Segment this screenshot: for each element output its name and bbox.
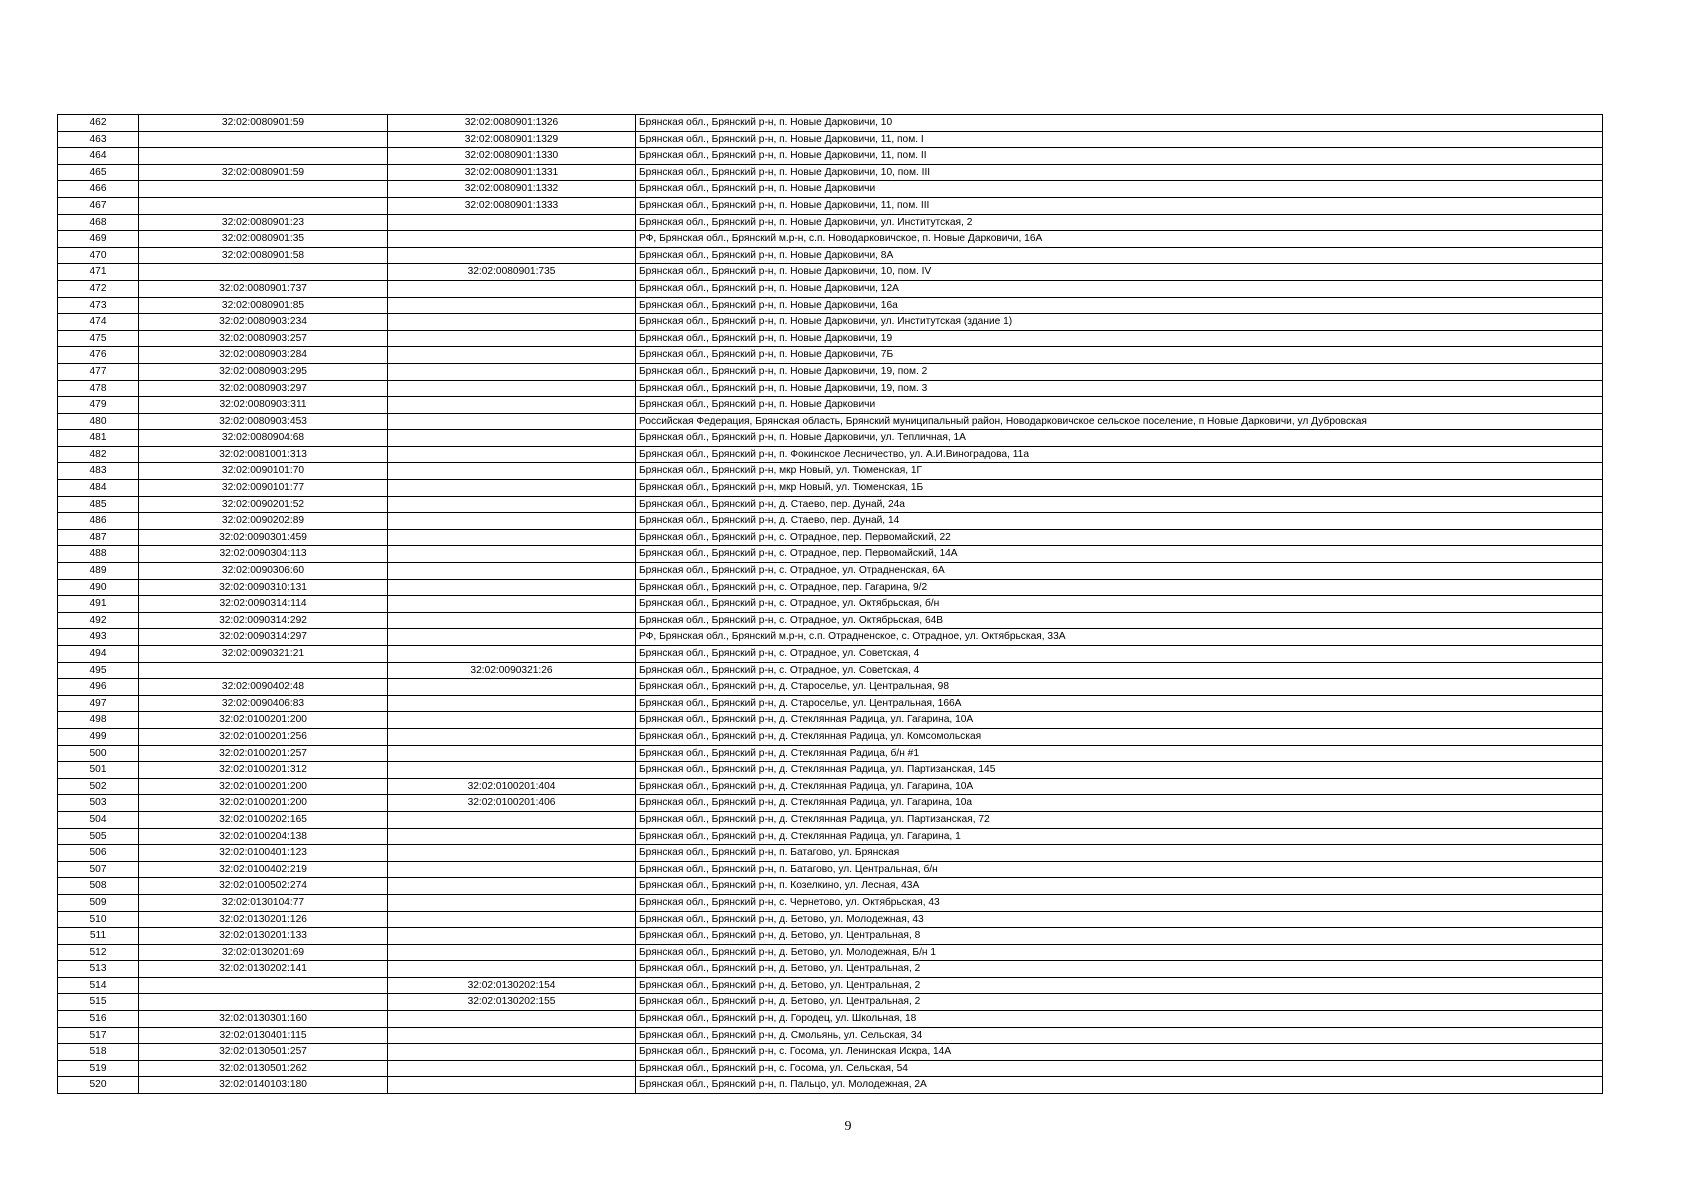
parcel-cadastral-cell: 32:02:0100202:165 [139, 811, 388, 828]
row-number-cell: 519 [58, 1060, 139, 1077]
object-cadastral-cell: 32:02:0100201:404 [388, 778, 636, 795]
parcel-cadastral-cell: 32:02:0090101:70 [139, 463, 388, 480]
table-row [58, 1011, 1603, 1028]
address-cell: Брянская обл., Брянский р-н, с. Отрадное, пер. Гагарина, 9/2 [636, 579, 1603, 596]
object-cadastral-cell [388, 728, 636, 745]
address-cell: Брянская обл., Брянский р-н, д. Бетово, ул. Центральная, 2 [636, 977, 1603, 994]
object-cadastral-cell [388, 297, 636, 314]
object-cadastral-cell [388, 546, 636, 563]
table-row [58, 679, 1603, 696]
address-cell: Брянская обл., Брянский р-н, п. Батагово, ул. Центральная, б/н [636, 861, 1603, 878]
address-cell: Брянская обл., Брянский р-н, д. Староселье, ул. Центральная, 98 [636, 679, 1603, 696]
row-number-cell: 477 [58, 363, 139, 380]
address-cell: Брянская обл., Брянский р-н, с. Отрадное, ул. Советская, 4 [636, 646, 1603, 663]
row-number-cell: 506 [58, 845, 139, 862]
address-cell: Российская Федерация, Брянская область, Брянский муниципальный район, Новодарковичское сельское поселение, п Новые Дарковичи, ул Дубровская [636, 413, 1603, 430]
table-row [58, 878, 1603, 895]
row-number-cell: 486 [58, 513, 139, 530]
address-cell: Брянская обл., Брянский р-н, д. Городец, ул. Школьная, 18 [636, 1011, 1603, 1028]
table-row [58, 712, 1603, 729]
address-cell: Брянская обл., Брянский р-н, п. Новые Дарковичи, 10 [636, 115, 1603, 132]
parcel-cadastral-cell: 32:02:0100402:219 [139, 861, 388, 878]
object-cadastral-cell [388, 1011, 636, 1028]
row-number-cell: 468 [58, 214, 139, 231]
address-cell: Брянская обл., Брянский р-н, с. Отрадное, ул. Отрадненская, 6А [636, 563, 1603, 580]
object-cadastral-cell [388, 762, 636, 779]
parcel-cadastral-cell: 32:02:0130201:69 [139, 944, 388, 961]
object-cadastral-cell [388, 280, 636, 297]
parcel-cadastral-cell: 32:02:0100502:274 [139, 878, 388, 895]
table-row [58, 612, 1603, 629]
row-number-cell: 463 [58, 131, 139, 148]
address-cell: Брянская обл., Брянский р-н, д. Смольянь, ул. Сельская, 34 [636, 1027, 1603, 1044]
table-row [58, 695, 1603, 712]
address-cell: Брянская обл., Брянский р-н, п. Новые Дарковичи, 19, пом. 3 [636, 380, 1603, 397]
row-number-cell: 504 [58, 811, 139, 828]
row-number-cell: 512 [58, 944, 139, 961]
row-number-cell: 495 [58, 662, 139, 679]
table-row [58, 363, 1603, 380]
parcel-cadastral-cell: 32:02:0090310:131 [139, 579, 388, 596]
table-row [58, 1044, 1603, 1061]
address-cell: Брянская обл., Брянский р-н, п. Новые Дарковичи, 12А [636, 280, 1603, 297]
object-cadastral-cell: 32:02:0090321:26 [388, 662, 636, 679]
row-number-cell: 481 [58, 430, 139, 447]
row-number-cell: 484 [58, 480, 139, 497]
table-row [58, 529, 1603, 546]
object-cadastral-cell [388, 712, 636, 729]
object-cadastral-cell [388, 679, 636, 696]
table-row [58, 480, 1603, 497]
row-number-cell: 496 [58, 679, 139, 696]
table-row [58, 380, 1603, 397]
table-row [58, 1077, 1603, 1094]
table-row [58, 828, 1603, 845]
row-number-cell: 464 [58, 148, 139, 165]
address-cell: Брянская обл., Брянский р-н, п. Пальцо, ул. Молодежная, 2А [636, 1077, 1603, 1094]
address-cell: Брянская обл., Брянский р-н, п. Новые Дарковичи, 11, пом. III [636, 197, 1603, 214]
object-cadastral-cell [388, 596, 636, 613]
object-cadastral-cell [388, 446, 636, 463]
row-number-cell: 514 [58, 977, 139, 994]
table-row [58, 662, 1603, 679]
parcel-cadastral-cell: 32:02:0090314:292 [139, 612, 388, 629]
row-number-cell: 507 [58, 861, 139, 878]
object-cadastral-cell [388, 629, 636, 646]
parcel-cadastral-cell: 32:02:0090314:297 [139, 629, 388, 646]
parcel-cadastral-cell: 32:02:0080901:58 [139, 247, 388, 264]
parcel-cadastral-cell: 32:02:0090406:83 [139, 695, 388, 712]
parcel-cadastral-cell: 32:02:0090304:113 [139, 546, 388, 563]
address-cell: Брянская обл., Брянский р-н, д. Староселье, ул. Центральная, 166А [636, 695, 1603, 712]
parcel-cadastral-cell: 32:02:0140103:180 [139, 1077, 388, 1094]
address-cell: Брянская обл., Брянский р-н, п. Новые Дарковичи, 8А [636, 247, 1603, 264]
object-cadastral-cell [388, 563, 636, 580]
table-row [58, 563, 1603, 580]
parcel-cadastral-cell [139, 977, 388, 994]
address-cell: Брянская обл., Брянский р-н, п. Новые Дарковичи, ул. Институтская (здание 1) [636, 314, 1603, 331]
row-number-cell: 520 [58, 1077, 139, 1094]
table-row [58, 513, 1603, 530]
table-row [58, 778, 1603, 795]
object-cadastral-cell: 32:02:0130202:155 [388, 994, 636, 1011]
parcel-cadastral-cell [139, 148, 388, 165]
parcel-cadastral-cell: 32:02:0080901:59 [139, 164, 388, 181]
address-cell: Брянская обл., Брянский р-н, п. Батагово, ул. Брянская [636, 845, 1603, 862]
parcel-cadastral-cell: 32:02:0080901:85 [139, 297, 388, 314]
parcel-cadastral-cell: 32:02:0100201:200 [139, 712, 388, 729]
object-cadastral-cell: 32:02:0080901:1329 [388, 131, 636, 148]
object-cadastral-cell [388, 314, 636, 331]
parcel-cadastral-cell: 32:02:0090301:459 [139, 529, 388, 546]
address-cell: Брянская обл., Брянский р-н, д. Стеклянная Радица, ул. Гагарина, 1 [636, 828, 1603, 845]
address-cell: Брянская обл., Брянский р-н, п. Новые Дарковичи, 16а [636, 297, 1603, 314]
address-cell: Брянская обл., Брянский р-н, д. Стеклянная Радица, ул. Комсомольская [636, 728, 1603, 745]
table-row [58, 977, 1603, 994]
parcel-cadastral-cell: 32:02:0080903:311 [139, 397, 388, 414]
parcel-cadastral-cell: 32:02:0100201:200 [139, 795, 388, 812]
row-number-cell: 467 [58, 197, 139, 214]
address-cell: Брянская обл., Брянский р-н, д. Бетово, ул. Центральная, 2 [636, 994, 1603, 1011]
address-cell: Брянская обл., Брянский р-н, п. Новые Дарковичи, ул. Тепличная, 1А [636, 430, 1603, 447]
row-number-cell: 500 [58, 745, 139, 762]
parcel-cadastral-cell: 32:02:0090321:21 [139, 646, 388, 663]
object-cadastral-cell [388, 397, 636, 414]
object-cadastral-cell [388, 214, 636, 231]
address-cell: Брянская обл., Брянский р-н, с. Чернетово, ул. Октябрьская, 43 [636, 894, 1603, 911]
row-number-cell: 472 [58, 280, 139, 297]
parcel-cadastral-cell: 32:02:0100201:256 [139, 728, 388, 745]
object-cadastral-cell [388, 1060, 636, 1077]
table-row [58, 928, 1603, 945]
row-number-cell: 499 [58, 728, 139, 745]
parcel-cadastral-cell: 32:02:0080901:35 [139, 231, 388, 248]
parcel-cadastral-cell: 32:02:0080903:284 [139, 347, 388, 364]
object-cadastral-cell [388, 480, 636, 497]
address-cell: Брянская обл., Брянский р-н, д. Стеклянная Радица, ул. Гагарина, 10А [636, 778, 1603, 795]
row-number-cell: 478 [58, 380, 139, 397]
object-cadastral-cell [388, 828, 636, 845]
object-cadastral-cell [388, 646, 636, 663]
object-cadastral-cell [388, 496, 636, 513]
row-number-cell: 497 [58, 695, 139, 712]
object-cadastral-cell [388, 247, 636, 264]
object-cadastral-cell [388, 695, 636, 712]
object-cadastral-cell: 32:02:0080901:735 [388, 264, 636, 281]
row-number-cell: 480 [58, 413, 139, 430]
object-cadastral-cell [388, 1027, 636, 1044]
row-number-cell: 505 [58, 828, 139, 845]
address-cell: Брянская обл., Брянский р-н, д. Бетово, ул. Центральная, 8 [636, 928, 1603, 945]
address-cell: Брянская обл., Брянский р-н, п. Новые Дарковичи, 19 [636, 330, 1603, 347]
row-number-cell: 462 [58, 115, 139, 132]
parcel-cadastral-cell: 32:02:0100201:200 [139, 778, 388, 795]
row-number-cell: 490 [58, 579, 139, 596]
row-number-cell: 494 [58, 646, 139, 663]
parcel-cadastral-cell: 32:02:0080901:59 [139, 115, 388, 132]
row-number-cell: 509 [58, 894, 139, 911]
parcel-cadastral-cell: 32:02:0080903:295 [139, 363, 388, 380]
address-cell: Брянская обл., Брянский р-н, п. Новые Дарковичи [636, 181, 1603, 198]
address-cell: Брянская обл., Брянский р-н, мкр Новый, ул. Тюменская, 1Б [636, 480, 1603, 497]
row-number-cell: 511 [58, 928, 139, 945]
address-cell: Брянская обл., Брянский р-н, д. Стеклянная Радица, ул. Партизанская, 145 [636, 762, 1603, 779]
table-row [58, 496, 1603, 513]
object-cadastral-cell [388, 845, 636, 862]
address-cell: Брянская обл., Брянский р-н, с. Отрадное, ул. Советская, 4 [636, 662, 1603, 679]
table-row [58, 446, 1603, 463]
table-row [58, 911, 1603, 928]
parcel-cadastral-cell: 32:02:0080901:737 [139, 280, 388, 297]
table-row [58, 347, 1603, 364]
address-cell: Брянская обл., Брянский р-н, д. Бетово, ул. Молодежная, Б/н 1 [636, 944, 1603, 961]
table-row [58, 728, 1603, 745]
row-number-cell: 492 [58, 612, 139, 629]
parcel-cadastral-cell: 32:02:0130501:257 [139, 1044, 388, 1061]
table-row [58, 164, 1603, 181]
parcel-cadastral-cell: 32:02:0100201:312 [139, 762, 388, 779]
parcel-cadastral-cell [139, 994, 388, 1011]
object-cadastral-cell [388, 579, 636, 596]
row-number-cell: 479 [58, 397, 139, 414]
parcel-cadastral-cell: 32:02:0090202:89 [139, 513, 388, 530]
parcel-cadastral-cell: 32:02:0090101:77 [139, 480, 388, 497]
address-cell: Брянская обл., Брянский р-н, д. Стеклянная Радица, ул. Гагарина, 10А [636, 712, 1603, 729]
table-row [58, 894, 1603, 911]
object-cadastral-cell: 32:02:0080901:1332 [388, 181, 636, 198]
object-cadastral-cell [388, 413, 636, 430]
parcel-cadastral-cell: 32:02:0090402:48 [139, 679, 388, 696]
row-number-cell: 471 [58, 264, 139, 281]
object-cadastral-cell: 32:02:0080901:1331 [388, 164, 636, 181]
address-cell: Брянская обл., Брянский р-н, п. Новые Дарковичи, 11, пом. II [636, 148, 1603, 165]
object-cadastral-cell [388, 911, 636, 928]
address-cell: Брянская обл., Брянский р-н, с. Отрадное, пер. Первомайский, 22 [636, 529, 1603, 546]
row-number-cell: 473 [58, 297, 139, 314]
address-cell: Брянская обл., Брянский р-н, п. Козелкино, ул. Лесная, 43А [636, 878, 1603, 895]
parcel-cadastral-cell: 32:02:0080903:234 [139, 314, 388, 331]
row-number-cell: 513 [58, 961, 139, 978]
table-row [58, 845, 1603, 862]
object-cadastral-cell: 32:02:0080901:1333 [388, 197, 636, 214]
object-cadastral-cell [388, 944, 636, 961]
object-cadastral-cell: 32:02:0080901:1326 [388, 115, 636, 132]
table-row [58, 596, 1603, 613]
parcel-cadastral-cell [139, 197, 388, 214]
parcel-cadastral-cell: 32:02:0100201:257 [139, 745, 388, 762]
address-cell: РФ, Брянская обл., Брянский м.р-н, с.п. Новодарковичское, п. Новые Дарковичи, 16А [636, 231, 1603, 248]
table-row [58, 795, 1603, 812]
row-number-cell: 483 [58, 463, 139, 480]
page-number: 9 [844, 1119, 852, 1134]
parcel-cadastral-cell: 32:02:0080903:453 [139, 413, 388, 430]
address-cell: Брянская обл., Брянский р-н, с. Отрадное, пер. Первомайский, 14А [636, 546, 1603, 563]
address-cell: Брянская обл., Брянский р-н, с. Отрадное, ул. Октябрьская, б/н [636, 596, 1603, 613]
row-number-cell: 469 [58, 231, 139, 248]
row-number-cell: 475 [58, 330, 139, 347]
parcel-cadastral-cell: 32:02:0130301:160 [139, 1011, 388, 1028]
object-cadastral-cell [388, 961, 636, 978]
address-cell: Брянская обл., Брянский р-н, п. Новые Дарковичи, ул. Институтская, 2 [636, 214, 1603, 231]
address-cell: Брянская обл., Брянский р-н, д. Стеклянная Радица, ул. Партизанская, 72 [636, 811, 1603, 828]
table-row [58, 811, 1603, 828]
address-cell: Брянская обл., Брянский р-н, с. Госома, ул. Сельская, 54 [636, 1060, 1603, 1077]
address-cell: Брянская обл., Брянский р-н, п. Новые Дарковичи, 7Б [636, 347, 1603, 364]
object-cadastral-cell: 32:02:0130202:154 [388, 977, 636, 994]
address-cell: Брянская обл., Брянский р-н, п. Новые Дарковичи [636, 397, 1603, 414]
row-number-cell: 501 [58, 762, 139, 779]
table-row [58, 280, 1603, 297]
table-row [58, 197, 1603, 214]
object-cadastral-cell: 32:02:0080901:1330 [388, 148, 636, 165]
address-cell: Брянская обл., Брянский р-н, д. Стаево, пер. Дунай, 14 [636, 513, 1603, 530]
parcel-cadastral-cell: 32:02:0100401:123 [139, 845, 388, 862]
object-cadastral-cell [388, 928, 636, 945]
table-row [58, 944, 1603, 961]
table-row [58, 961, 1603, 978]
row-number-cell: 493 [58, 629, 139, 646]
address-cell: РФ, Брянская обл., Брянский м.р-н, с.п. Отрадненское, с. Отрадное, ул. Октябрьская, 33А [636, 629, 1603, 646]
object-cadastral-cell [388, 1044, 636, 1061]
table-row [58, 413, 1603, 430]
table-row [58, 397, 1603, 414]
parcel-cadastral-cell: 32:02:0080903:297 [139, 380, 388, 397]
address-cell: Брянская обл., Брянский р-н, п. Новые Дарковичи, 19, пом. 2 [636, 363, 1603, 380]
object-cadastral-cell [388, 811, 636, 828]
object-cadastral-cell [388, 330, 636, 347]
registry-table-body [58, 115, 1603, 1094]
parcel-cadastral-cell: 32:02:0130104:77 [139, 894, 388, 911]
table-row [58, 264, 1603, 281]
table-row [58, 1027, 1603, 1044]
address-cell: Брянская обл., Брянский р-н, д. Бетово, ул. Молодежная, 43 [636, 911, 1603, 928]
object-cadastral-cell [388, 894, 636, 911]
table-row [58, 762, 1603, 779]
table-row [58, 231, 1603, 248]
address-cell: Брянская обл., Брянский р-н, п. Фокинское Лесничество, ул. А.И.Виноградова, 11а [636, 446, 1603, 463]
table-row [58, 1060, 1603, 1077]
row-number-cell: 476 [58, 347, 139, 364]
row-number-cell: 488 [58, 546, 139, 563]
table-row [58, 430, 1603, 447]
parcel-cadastral-cell: 32:02:0130401:115 [139, 1027, 388, 1044]
parcel-cadastral-cell [139, 181, 388, 198]
parcel-cadastral-cell: 32:02:0130201:133 [139, 928, 388, 945]
table-row [58, 861, 1603, 878]
object-cadastral-cell [388, 430, 636, 447]
address-cell: Брянская обл., Брянский р-н, д. Бетово, ул. Центральная, 2 [636, 961, 1603, 978]
parcel-cadastral-cell: 32:02:0080903:257 [139, 330, 388, 347]
address-cell: Брянская обл., Брянский р-н, п. Новые Дарковичи, 10, пом. IV [636, 264, 1603, 281]
row-number-cell: 515 [58, 994, 139, 1011]
address-cell: Брянская обл., Брянский р-н, д. Стеклянная Радица, ул. Гагарина, 10а [636, 795, 1603, 812]
table-row [58, 181, 1603, 198]
table-row [58, 131, 1603, 148]
object-cadastral-cell: 32:02:0100201:406 [388, 795, 636, 812]
parcel-cadastral-cell [139, 264, 388, 281]
table-row [58, 297, 1603, 314]
table-row [58, 463, 1603, 480]
address-cell: Брянская обл., Брянский р-н, д. Стеклянная Радица, б/н #1 [636, 745, 1603, 762]
object-cadastral-cell [388, 231, 636, 248]
row-number-cell: 466 [58, 181, 139, 198]
table-row [58, 314, 1603, 331]
object-cadastral-cell [388, 463, 636, 480]
table-row [58, 646, 1603, 663]
object-cadastral-cell [388, 1077, 636, 1094]
object-cadastral-cell [388, 878, 636, 895]
row-number-cell: 517 [58, 1027, 139, 1044]
row-number-cell: 487 [58, 529, 139, 546]
table-row [58, 579, 1603, 596]
object-cadastral-cell [388, 513, 636, 530]
table-row [58, 247, 1603, 264]
table-row [58, 214, 1603, 231]
parcel-cadastral-cell: 32:02:0130201:126 [139, 911, 388, 928]
parcel-cadastral-cell [139, 662, 388, 679]
parcel-cadastral-cell: 32:02:0130202:141 [139, 961, 388, 978]
address-cell: Брянская обл., Брянский р-н, с. Госома, ул. Ленинская Искра, 14А [636, 1044, 1603, 1061]
parcel-cadastral-cell: 32:02:0130501:262 [139, 1060, 388, 1077]
parcel-cadastral-cell: 32:02:0090314:114 [139, 596, 388, 613]
address-cell: Брянская обл., Брянский р-н, мкр Новый, ул. Тюменская, 1Г [636, 463, 1603, 480]
table-row [58, 115, 1603, 132]
table-row [58, 330, 1603, 347]
row-number-cell: 516 [58, 1011, 139, 1028]
table-row [58, 994, 1603, 1011]
address-cell: Брянская обл., Брянский р-н, п. Новые Дарковичи, 11, пом. I [636, 131, 1603, 148]
object-cadastral-cell [388, 347, 636, 364]
row-number-cell: 485 [58, 496, 139, 513]
object-cadastral-cell [388, 363, 636, 380]
parcel-cadastral-cell: 32:02:0100204:138 [139, 828, 388, 845]
row-number-cell: 498 [58, 712, 139, 729]
address-cell: Брянская обл., Брянский р-н, с. Отрадное, ул. Октябрьская, 64В [636, 612, 1603, 629]
object-cadastral-cell [388, 380, 636, 397]
address-cell: Брянская обл., Брянский р-н, д. Стаево, пер. Дунай, 24а [636, 496, 1603, 513]
address-cell: Брянская обл., Брянский р-н, п. Новые Дарковичи, 10, пом. III [636, 164, 1603, 181]
object-cadastral-cell [388, 745, 636, 762]
table-row [58, 745, 1603, 762]
parcel-cadastral-cell: 32:02:0090306:60 [139, 563, 388, 580]
row-number-cell: 502 [58, 778, 139, 795]
row-number-cell: 489 [58, 563, 139, 580]
parcel-cadastral-cell: 32:02:0080904:68 [139, 430, 388, 447]
row-number-cell: 508 [58, 878, 139, 895]
row-number-cell: 482 [58, 446, 139, 463]
row-number-cell: 518 [58, 1044, 139, 1061]
registry-table [57, 114, 1603, 1094]
object-cadastral-cell [388, 861, 636, 878]
row-number-cell: 470 [58, 247, 139, 264]
table-row [58, 546, 1603, 563]
row-number-cell: 474 [58, 314, 139, 331]
parcel-cadastral-cell: 32:02:0090201:52 [139, 496, 388, 513]
row-number-cell: 491 [58, 596, 139, 613]
row-number-cell: 465 [58, 164, 139, 181]
row-number-cell: 510 [58, 911, 139, 928]
table-row [58, 629, 1603, 646]
parcel-cadastral-cell: 32:02:0080901:23 [139, 214, 388, 231]
table-row [58, 148, 1603, 165]
parcel-cadastral-cell [139, 131, 388, 148]
row-number-cell: 503 [58, 795, 139, 812]
object-cadastral-cell [388, 612, 636, 629]
object-cadastral-cell [388, 529, 636, 546]
parcel-cadastral-cell: 32:02:0081001:313 [139, 446, 388, 463]
